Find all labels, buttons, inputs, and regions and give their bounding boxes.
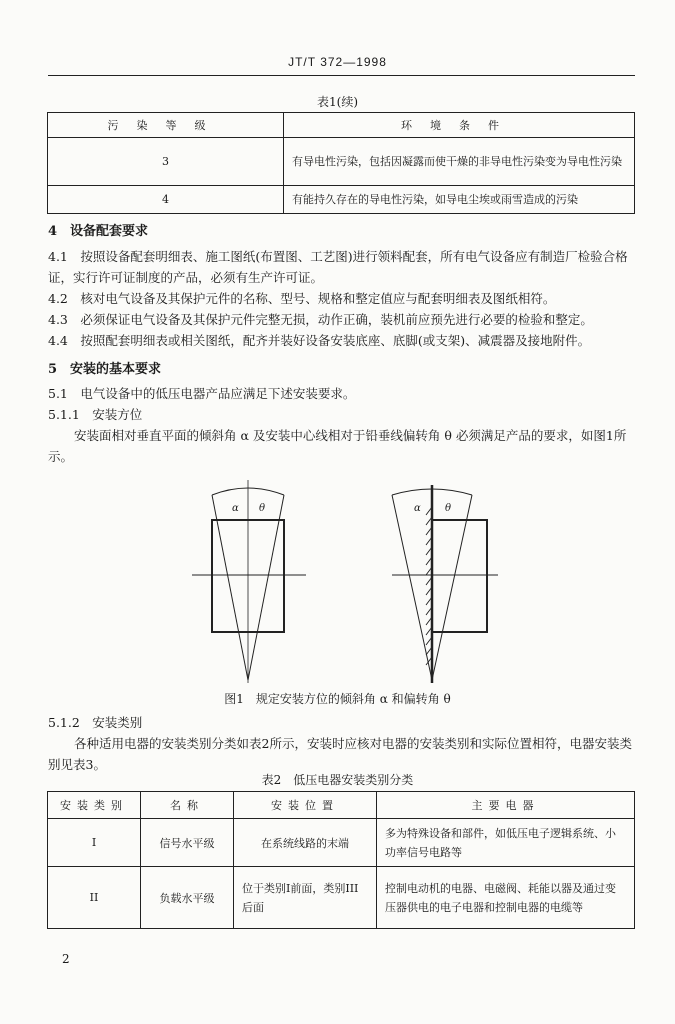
table2-col-name: 名称 bbox=[141, 792, 234, 819]
left-tilt-line-a bbox=[212, 495, 248, 680]
table1 bbox=[47, 112, 635, 214]
table1-env-cell: 有能持久存在的导电性污染，如导电尘埃或雨雪造成的污染 bbox=[284, 186, 635, 214]
right-device-box bbox=[432, 520, 487, 632]
table2-name-cell: 负载水平级 bbox=[141, 867, 234, 929]
para-4-4: 4.4 按照配套明细表或相关图纸，配齐并装好设备安装底座、底脚(或支架)、减震器及接地附件。 bbox=[48, 333, 591, 348]
figure-1-caption: 图1 规定安装方位的倾斜角 α 和偏转角 θ bbox=[224, 692, 451, 706]
heading-5-1-2: 5.1.2 安装类别 bbox=[48, 715, 143, 730]
section4-heading: 4 设备配套要求 bbox=[48, 224, 149, 239]
table2-main-cell: 多为特殊设备和部件，如低压电子逻辑系统、小功率信号电路等 bbox=[377, 819, 635, 867]
table1-header-row bbox=[48, 113, 635, 138]
table1-level-cell: 3 bbox=[48, 138, 284, 186]
table2-caption: 表2 低压电器安装类别分类 bbox=[261, 773, 414, 787]
page-number: 2 bbox=[62, 952, 70, 966]
table-row bbox=[48, 186, 635, 214]
table-row bbox=[48, 867, 635, 929]
table-row bbox=[48, 138, 635, 186]
table2-category-cell: I bbox=[48, 819, 141, 867]
left-theta-label: θ bbox=[259, 503, 266, 514]
left-alpha-label: α bbox=[232, 503, 239, 514]
right-tilt-line-b bbox=[432, 495, 472, 680]
table1-caption: 表1(续) bbox=[317, 95, 358, 109]
para-4-1: 4.1 按照设备配套明细表、施工图纸(布置图、工艺图)进行领料配套，所有电气设备应有制造厂检验合格证，实行许可证制度的产品，必须有生产许可证。 bbox=[48, 249, 628, 285]
left-tilt-line-b bbox=[248, 495, 284, 680]
page-header: JT/T 372—1998 bbox=[288, 55, 387, 69]
right-tilt-line-a bbox=[392, 495, 432, 680]
table2-header-row bbox=[48, 792, 635, 819]
para-4-2: 4.2 核对电气设备及其保护元件的名称、型号、规格和整定值应与配套明细表及图纸相符。 bbox=[48, 291, 556, 306]
para-5-1-1: 安装面相对垂直平面的倾斜角 α 及安装中心线相对于铅垂线偏转角 θ 必须满足产品的要求，如图1所示。 bbox=[48, 428, 627, 464]
para-4-3: 4.3 必须保证电气设备及其保护元件完整无损，动作正确，装机前应预先进行必要的检验和整定。 bbox=[48, 312, 593, 327]
table2 bbox=[47, 791, 635, 929]
table1-level-cell: 4 bbox=[48, 186, 284, 214]
table1-col-env: 环境条件 bbox=[284, 113, 635, 138]
table2-position-cell: 在系统线路的末端 bbox=[234, 819, 377, 867]
table-row bbox=[48, 819, 635, 867]
heading-5-1-1: 5.1.1 安装方位 bbox=[48, 407, 143, 422]
table2-main-cell: 控制电动机的电器、电磁阀、耗能以器及通过变压器供电的电子电器和控制电器的电缆等 bbox=[377, 867, 635, 929]
table1-env-cell: 有导电性污染，包括因凝露而使干燥的非导电性污染变为导电性污染 bbox=[284, 138, 635, 186]
right-theta-label: θ bbox=[445, 503, 452, 514]
right-alpha-label: α bbox=[414, 503, 421, 514]
table2-category-cell: II bbox=[48, 867, 141, 929]
table2-name-cell: 信号水平级 bbox=[141, 819, 234, 867]
table2-col-main: 主要电器 bbox=[377, 792, 635, 819]
table2-col-position: 安装位置 bbox=[234, 792, 377, 819]
para-5-1: 5.1 电气设备中的低压电器产品应满足下述安装要求。 bbox=[48, 386, 356, 401]
para-5-1-2: 各种适用电器的安装类别分类如表2所示，安装时应核对电器的安装类别和实际位置相符，电器安装类别见表3。 bbox=[48, 736, 632, 772]
section5-heading: 5 安装的基本要求 bbox=[48, 362, 162, 377]
table1-col-pollution: 污染等级 bbox=[48, 113, 284, 138]
header-rule bbox=[48, 75, 635, 76]
table2-col-category: 安装类别 bbox=[48, 792, 141, 819]
figure-1 bbox=[0, 475, 675, 695]
table2-position-cell: 位于类别I前面，类别III后面 bbox=[234, 867, 377, 929]
